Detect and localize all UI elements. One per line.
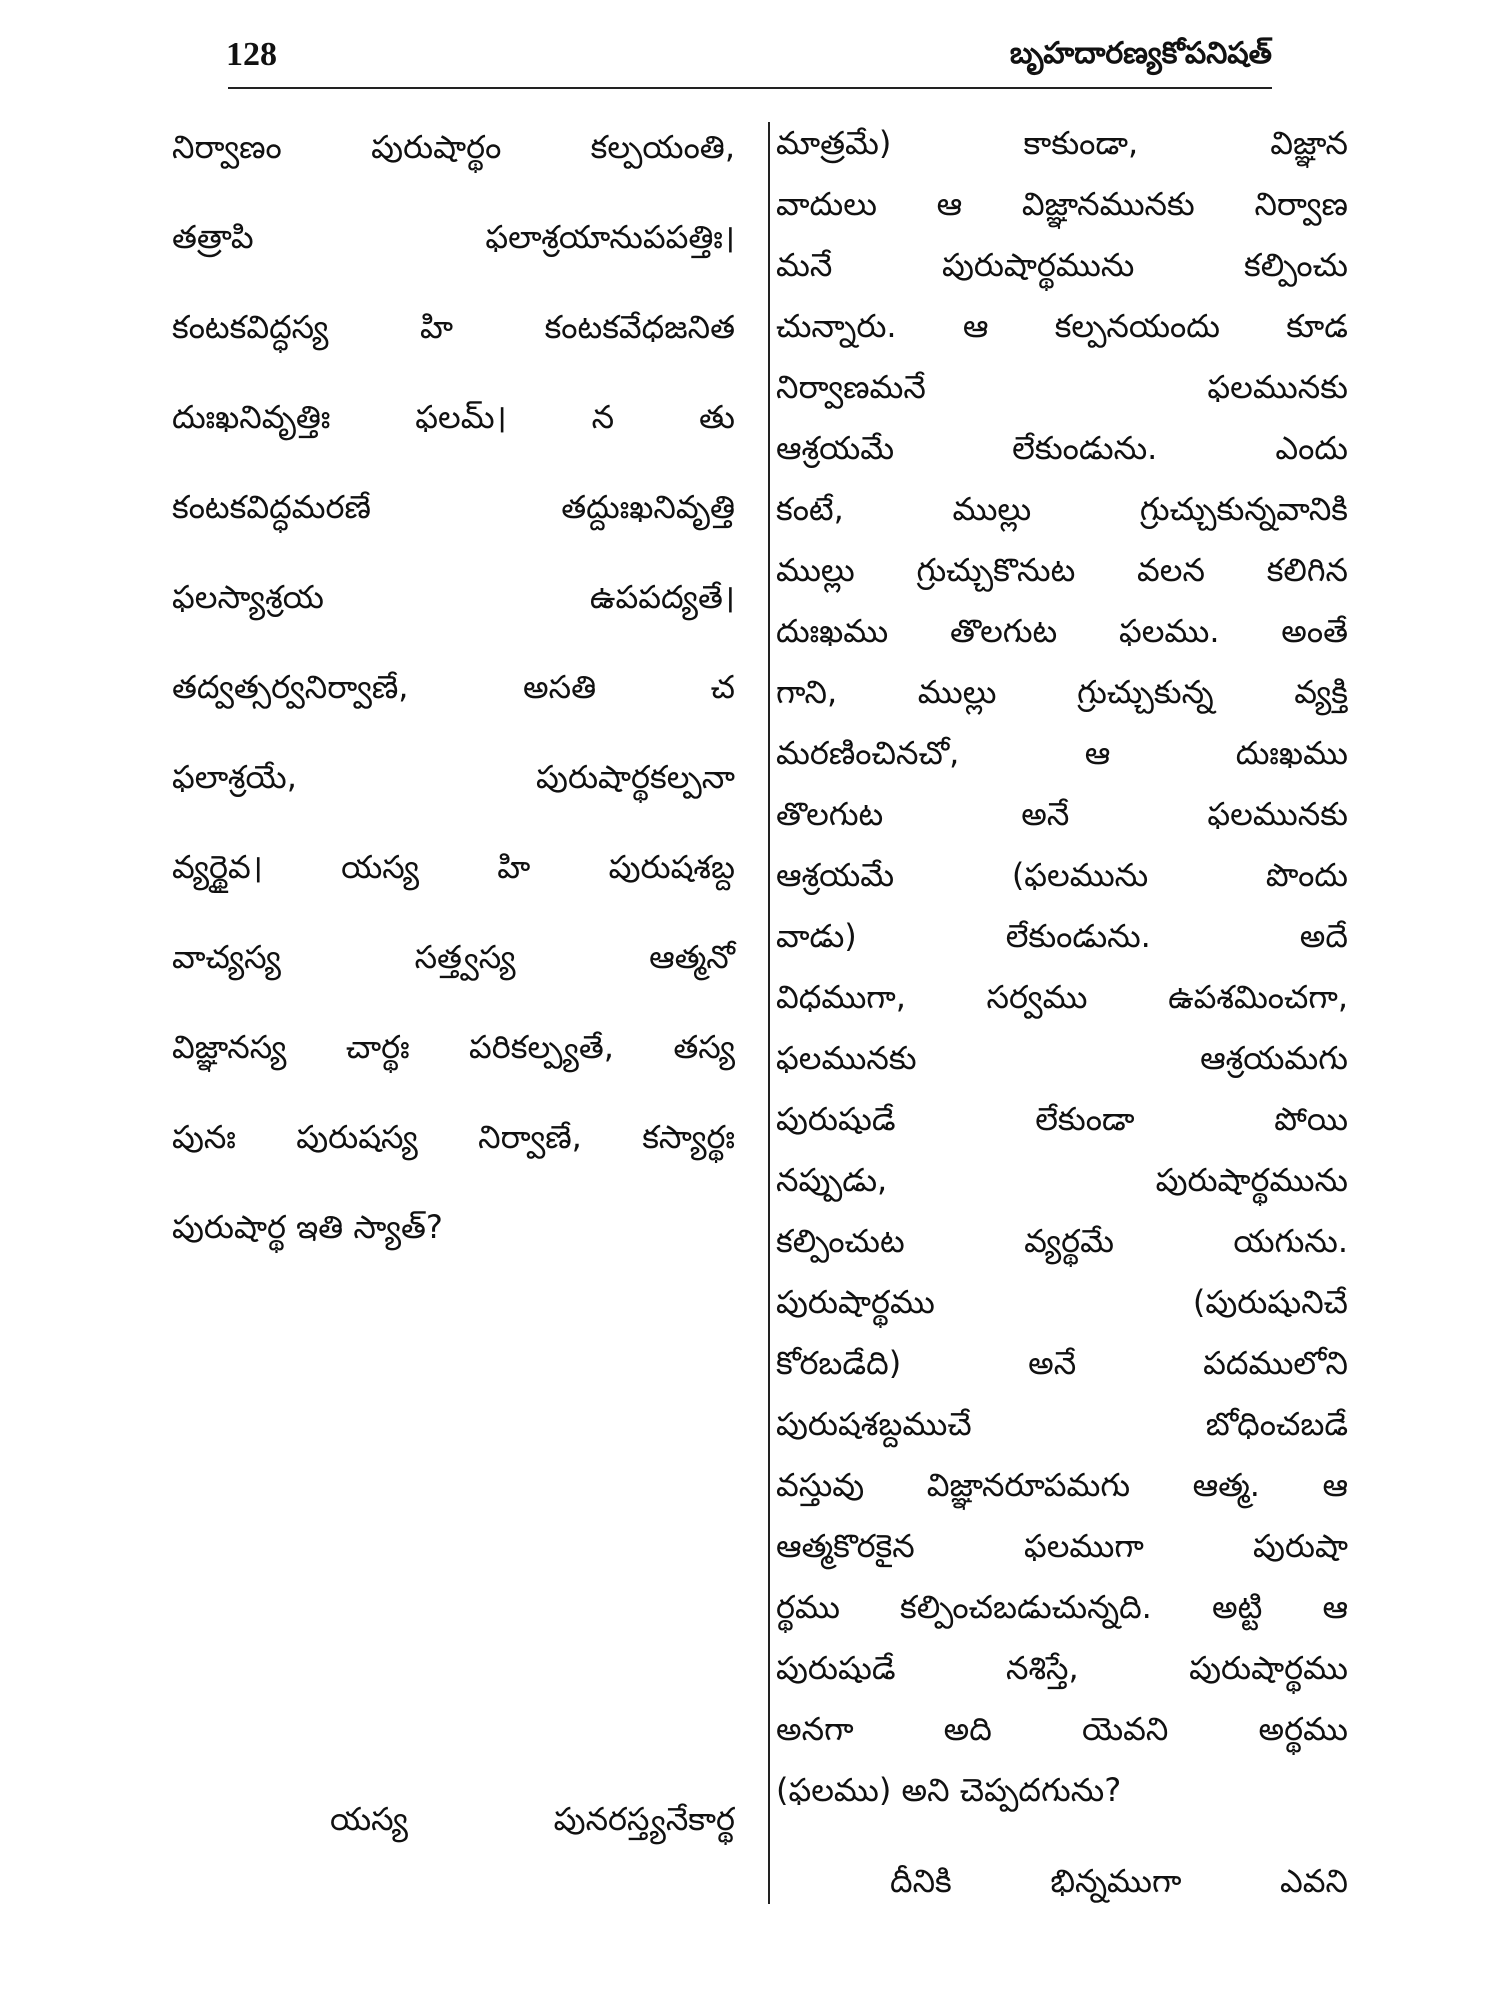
text-line: గాని, ముల్లు గ్రుచ్చుకున్న వ్యక్తి (776, 673, 1348, 711)
text-line: వాచ్యస్య సత్త్వస్య ఆత్మనో (172, 938, 735, 976)
right-column-telugu-commentary (776, 118, 1348, 1826)
text-line: పునః పురుషస్య నిర్వాణే, కస్యార్థః (172, 1118, 735, 1156)
text-line: వ్యర్థైవ। యస్య హి పురుషశబ్ద (172, 848, 735, 886)
text-line: దుఃఖనివృత్తిః ఫలమ్। న తు (172, 398, 735, 436)
text-line: విజ్ఞానస్య చార్థః పరికల్ప్యతే, తస్య (172, 1028, 735, 1066)
text-line: నప్పుడు, పురుషార్థమును (776, 1161, 1348, 1199)
text-line: కల్పించుట వ్యర్థమే యగును. (776, 1222, 1348, 1260)
text-line: విధముగా, సర్వము ఉపశమించగా, (776, 978, 1348, 1016)
text-line: వస్తువు విజ్ఞానరూపమగు ఆత్మ. ఆ (776, 1466, 1348, 1504)
text-line: దుఃఖము తొలగుట ఫలము. అంతే (776, 612, 1348, 650)
text-line: ఆశ్రయమే (ఫలమును పొందు (776, 856, 1348, 894)
text-line: పురుషుడే నశిస్తే, పురుషార్థము (776, 1649, 1348, 1687)
text-line: పురుషుడే లేకుండా పోయి (776, 1100, 1348, 1138)
text-line: తద్వత్సర్వనిర్వాణే, అసతి చ (172, 668, 735, 706)
right-column-bottom-line: దీనికి భిన్నముగా ఎవని (890, 1862, 1348, 1900)
text-line: నిర్వాణమనే ఫలమునకు (776, 368, 1348, 406)
text-line: తత్రాపి ఫలాశ్రయానుపపత్తిః। (172, 218, 735, 256)
text-line: మరణించినచో, ఆ దుఃఖము (776, 734, 1348, 772)
text-line: (ఫలము) అని చెప్పదగును? (776, 1771, 1122, 1809)
text-line: వాడు) లేకుండును. అదే (776, 917, 1348, 955)
running-title: బృహదారణ్యకోపనిషత్ (1009, 36, 1272, 71)
text-line: కంటకవిద్ధమరణే తద్దుఃఖనివృత్తి (172, 488, 735, 526)
text-line: ఫలమునకు ఆశ్రయమగు (776, 1039, 1348, 1077)
text-line: ముల్లు గ్రుచ్చుకొనుట వలన కలిగిన (776, 551, 1348, 589)
text-line: చున్నారు. ఆ కల్పనయందు కూడ (776, 307, 1348, 345)
text-line: నిర్వాణం పురుషార్థం కల్పయంతి, (172, 128, 735, 166)
text-line: ఆత్మకొరకైన ఫలముగా పురుషా (776, 1527, 1348, 1565)
text-line: కంటే, ముల్లు గ్రుచ్చుకున్నవానికి (776, 490, 1348, 528)
left-column-bottom-line: యస్య పునరస్త్యనేకార్థ (330, 1800, 735, 1838)
text-line: అనగా అది యెవని అర్థము (776, 1710, 1348, 1748)
page-number: 128 (226, 36, 277, 73)
text-line: ఫలస్యాశ్రయ ఉపపద్యతే। (172, 578, 735, 616)
text-line: మాత్రమే) కాకుండా, విజ్ఞాన (776, 124, 1348, 162)
column-divider (768, 122, 770, 1904)
text-line: పురుషార్థము (పురుషునిచే (776, 1283, 1348, 1321)
text-line: పురుషశబ్దముచే బోధించబడే (776, 1405, 1348, 1443)
text-line: కంటకవిద్ధస్య హి కంటకవేధజనిత (172, 308, 735, 346)
text-line: తొలగుట అనే ఫలమునకు (776, 795, 1348, 833)
text-line: ఆశ్రయమే లేకుండును. ఎందు (776, 429, 1348, 467)
header-rule (228, 87, 1272, 89)
text-line: కోరబడేది) అనే పదములోని (776, 1344, 1348, 1382)
text-line: ర్థము కల్పించబడుచున్నది. అట్టి ఆ (776, 1588, 1348, 1626)
text-line: మనే పురుషార్థమును కల్పించు (776, 246, 1348, 284)
text-line: వాదులు ఆ విజ్ఞానమునకు నిర్వాణ (776, 185, 1348, 223)
left-column-sanskrit-text (172, 122, 735, 1292)
text-line: ఫలాశ్రయే, పురుషార్థకల్పనా (172, 758, 735, 796)
text-line: పురుషార్థ ఇతి స్యాత్? (172, 1208, 443, 1246)
